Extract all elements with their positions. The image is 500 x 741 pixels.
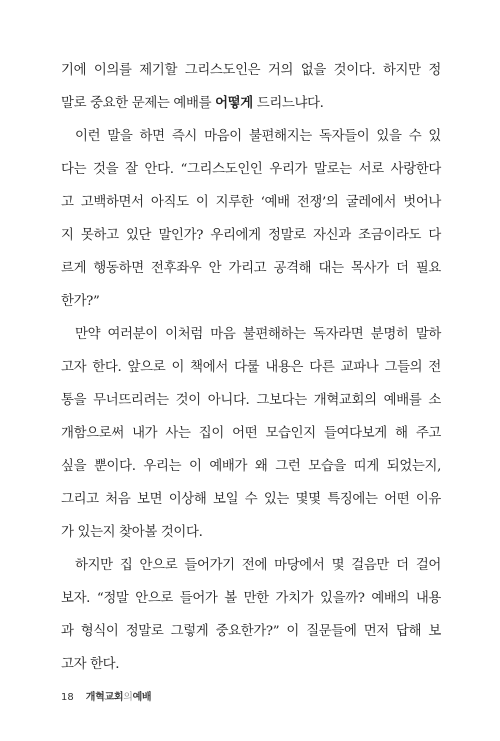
text-line-4: 다는 것을 잘 안다. “그리스도인인 우리가 말로는 서로 사랑한다 [61, 162, 441, 177]
text-line-6: 지 못하고 있단 말인가? 우리에게 정말로 자신과 조금이라도 다 [61, 228, 441, 243]
text-line-8: 한가?” [61, 294, 100, 309]
text-line-18: 과 형식이 정말로 그렇게 중요한가?” 이 질문들에 먼저 답해 보 [61, 624, 441, 639]
text-line-10: 고자 한다. 앞으로 이 책에서 다룰 내용은 다른 교파나 그들의 전 [61, 360, 441, 375]
book-title-particle: 의 [123, 692, 133, 703]
text-line-5: 고 고백하면서 아직도 이 지루한 ‘예배 전쟁’의 굴레에서 벗어나 [61, 195, 441, 210]
page-number: 18 [61, 692, 74, 703]
text-line-15: 가 있는지 찾아볼 것이다. [61, 525, 203, 540]
page-footer [61, 688, 151, 703]
text-line-14: 그리고 처음 보면 이상해 보일 수 있는 몇몇 특징에는 어떤 이유 [61, 492, 441, 507]
text-line-2 [61, 87, 441, 120]
body-text [61, 54, 441, 681]
text-line-13: 싶을 뿐이다. 우리는 이 예배가 왜 그런 모습을 띠게 되었는지, [61, 459, 441, 474]
text-line-16: 하지만 집 안으로 들어가기 전에 마당에서 몇 걸음만 더 걸어 [75, 558, 441, 573]
emphasized-word: 어떻게 [215, 96, 253, 111]
text-line-17: 보자. “정말 안으로 들어가 볼 만한 가치가 있을까? 예배의 내용 [61, 591, 441, 606]
text-line-11: 통을 무너뜨리려는 것이 아니다. 그보다는 개혁교회의 예배를 소 [61, 393, 441, 408]
book-title: 개혁교회 [85, 692, 124, 703]
text-line-1: 기에 이의를 제기할 그리스도인은 거의 없을 것이다. 하지만 정 [61, 63, 441, 78]
text-line-19: 고자 한다. [61, 657, 120, 672]
text-line-2-start: 말로 중요한 문제는 예배를 [61, 96, 216, 111]
text-line-12: 개함으로써 내가 사는 집이 어떤 모습인지 들여다보게 해 주고 [61, 426, 441, 441]
text-line-7: 르게 행동하면 전후좌우 안 가리고 공격해 대는 목사가 더 필요 [61, 261, 441, 276]
text-line-2-end: 드리느냐다. [252, 96, 324, 111]
book-title-end: 예배 [132, 692, 152, 703]
text-line-3: 이런 말을 하면 즉시 마음이 불편해지는 독자들이 있을 수 있 [75, 129, 441, 144]
text-line-9: 만약 여러분이 이처럼 마음 불편해하는 독자라면 분명히 말하 [75, 327, 441, 342]
